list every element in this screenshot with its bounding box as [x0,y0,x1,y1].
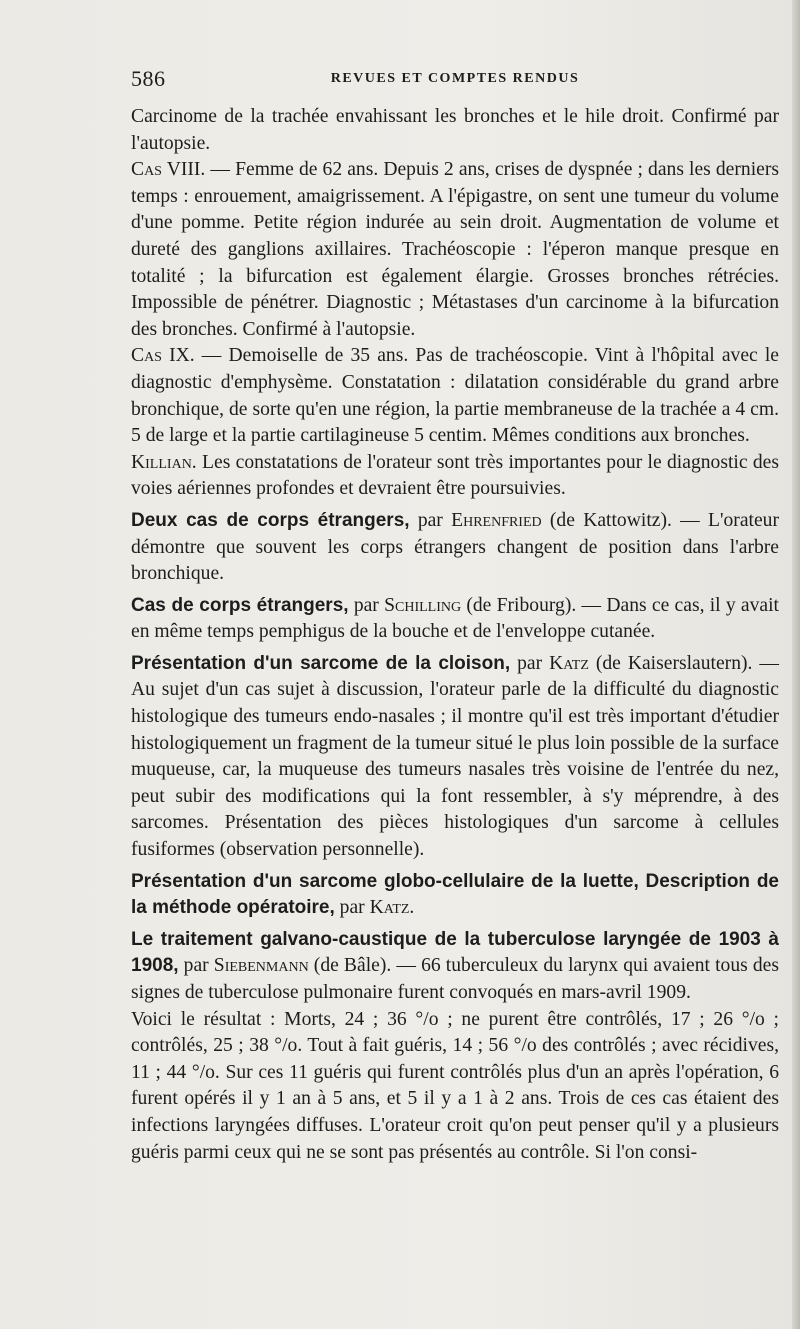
paragraph-text: (de Kaiserslautern). — Au sujet d'un cas sujet à discussion, l'orateur parle de la difficulté du diagnostic histologique des tumeurs endo-nasales ; il montre qu'il est très important d'étudier histologiquement un fragment de la tumeur situé le plus loin possible de la surface muqueuse, car, la muqueuse des tumeurs nasales très voisine de l'entrée du nez, peut subir des modifications qui la font ressembler, à s'y méprendre, à des sarcomes. Présentation des pièces histologiques d'un sarcome à cellules fusiformes (observation personnelle). [131,652,779,861]
author-name: Siebenmann [213,955,309,977]
paragraph-carcinome [131,104,779,157]
section-title: Présentation d'un sarcome de la cloison, [131,652,511,674]
paragraph-text: (de Fribourg). — Dans ce cas, il y avait en même temps pemphigus de la bouche et de l'enveloppe cutanée. [131,594,779,643]
paragraph-killian [131,450,779,503]
author-name: Schilling [384,594,462,616]
section-corps-etrangers [131,593,779,646]
paragraph-cas-ix [131,343,779,449]
author-prefix: par [409,509,452,531]
paragraph-text: — Femme de 62 ans. Depuis 2 ans, crises de dyspnée ; dans les derniers temps : enrouement, amaigrissement. A l'épigastre, on sent une tumeur du volume d'une pomme. Petite région indurée au sein droit. Augmentation de volume et dureté des ganglions axillaires. Trachéoscopie : l'éperon manque presque en totalité ; la bifurcation est également élargie. Grosses bronches rétrécies. Impossible de pénétrer. Diagnostic ; Métastases d'un carcinome à la bifurcation des bronches. Confirmé à l'autopsie. [131,159,779,340]
page-number: 586 [131,66,166,91]
paragraph-text: — Demoiselle de 35 ans. Pas de trachéoscopie. Vint à l'hôpital avec le diagnostic d'emphysème. Constatation : dilatation considérable du grand arbre bronchique, de sorte qu'en une région, la partie membraneuse de la trachée a 4 cm. 5 de large et la partie cartilagineuse 5 centim. Mêmes conditions aux bronches. [131,345,779,447]
paragraph-text: (de Kattowitz). — L'orateur démontre que souvent les corps étrangers changent de position dans l'arbre bronchique. [131,509,779,585]
body-text [131,104,779,1166]
paragraph-text: . [409,897,415,919]
section-galvano-caustique [131,927,779,1007]
author-prefix: par [510,652,550,674]
page-edge [792,0,800,1329]
paragraph-text: (de Bâle). — 66 tuberculeux du larynx qui avaient tous des signes de tuberculose pulmonaire furent convoqués en mars-avril 1909. [131,955,779,1003]
author-prefix: par [334,897,370,919]
case-label: Cas VIII. [131,159,206,181]
speaker-name: Killian. [131,451,197,473]
section-title: Cas de corps étrangers, [131,594,349,616]
paragraph-text: Les constatations de l'orateur sont très importantes pour le diagnostic des voies aériennes profondes et devraient être poursuivies. [131,451,779,500]
running-head: REVUES ET COMPTES RENDUS [330,71,580,86]
section-sarcome-cloison [131,651,779,864]
paragraph-text: Voici le résultat : Morts, 24 ; 36 °/o ; ne purent être contrôlés, 17 ; 26 °/o ; contrôlés, 25 ; 38 °/o. Tout à fait guéris, 14 ; 56 °/o des contrôlés ; avec récidives, 11 ; 44 °/o. Sur ces 11 guéris qui furent contrôlés plus d'un an après l'opération, 6 furent opérés il y 1 an à 5 ans, et 5 il y a 1 à 2 ans. Trois de ces cas étaient des infections laryngées diffuses. L'orateur croit qu'on peut penser qu'il y a plusieurs guéris parmi ceux qui ne se sont pas présentés au contrôle. Si l'on consi- [131,1008,779,1163]
author-name: Katz [369,897,410,919]
author-prefix: par [348,594,385,616]
page-header [131,66,779,96]
paragraph-text: Carcinome de la trachée envahissant les bronches et le hile droit. Confirmé par l'autopsie. [131,106,779,154]
case-label: Cas IX. [131,345,195,367]
author-name: Ehrenfried [451,509,542,531]
paragraph-cas-viii [131,157,779,343]
author-name: Katz [549,652,589,674]
section-title: Présentation d'un sarcome globo-cellulaire de la luette, Description de la méthode opératoire, [131,870,779,919]
section-deux-cas [131,508,779,588]
section-title: Deux cas de corps étrangers, [131,509,410,531]
paragraph-resultat [131,1007,779,1167]
section-title: Le traitement galvano-caustique de la tuberculose laryngée de 1903 à 1908, [131,928,779,977]
author-prefix: par [178,955,214,977]
section-sarcome-luette [131,869,779,922]
